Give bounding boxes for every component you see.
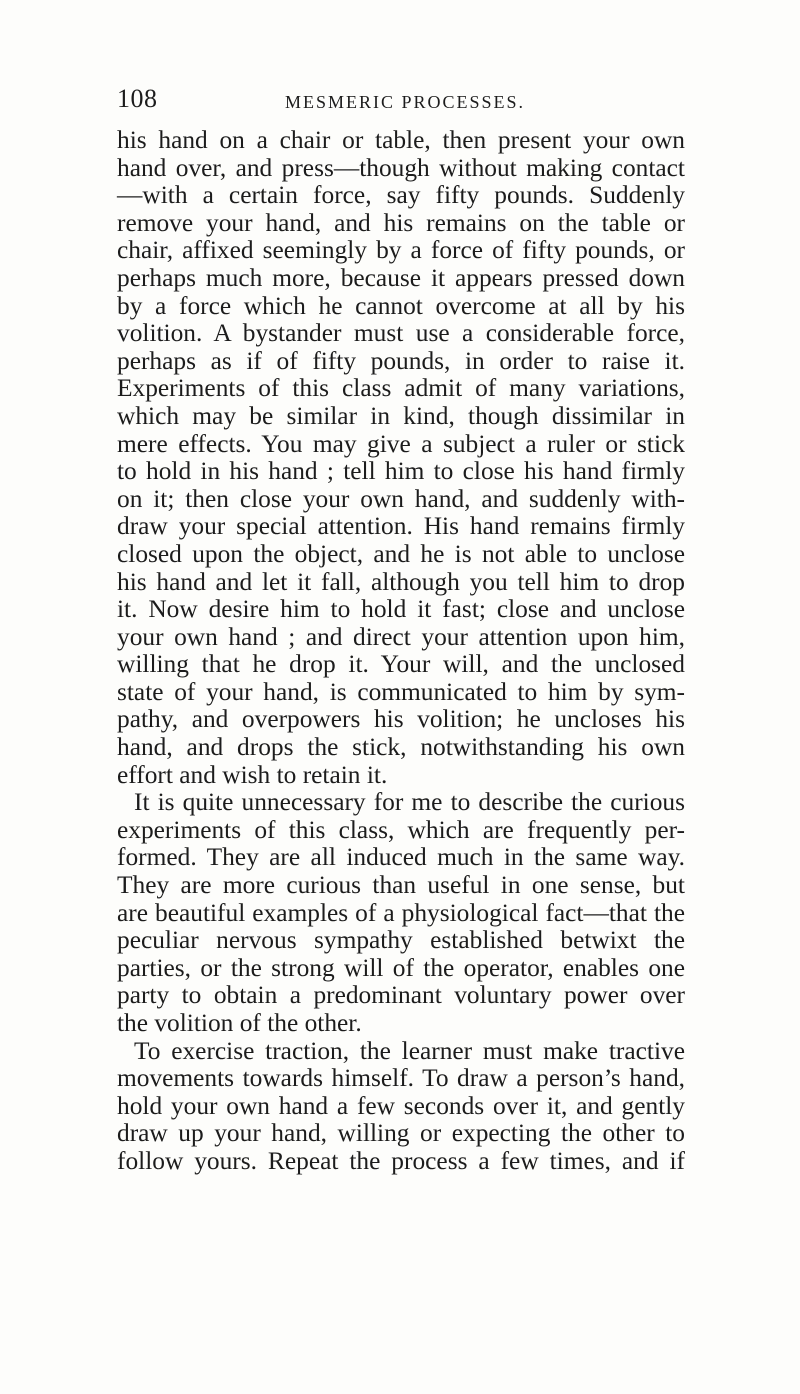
- text-line: hold your own hand a few seconds over it, and gently: [117, 1091, 685, 1120]
- text-line: party to obtain a predominant voluntary power over: [117, 981, 685, 1010]
- text-line: pathy, and overpowers his volition; he uncloses his: [117, 705, 685, 734]
- text-line: formed. They are all induced much in the same way.: [117, 843, 685, 872]
- text-line: perhaps as if of fifty pounds, in order to raise it.: [117, 346, 685, 375]
- text-line: They are more curious than useful in one sense, but: [117, 871, 685, 900]
- text-line: Experiments of this class admit of many variations,: [117, 374, 685, 403]
- text-line: willing that he drop it. Your will, and the unclosed: [117, 650, 685, 679]
- text-line: hand, and drops the stick, notwithstanding his own: [117, 733, 685, 762]
- text-line: mere effects. You may give a subject a ruler or stick: [117, 429, 685, 458]
- text-line: parties, or the strong will of the operator, enables one: [117, 953, 685, 982]
- text-line: his hand on a chair or table, then present your own: [117, 126, 685, 154]
- text-line: on it; then close your own hand, and suddenly with-: [117, 484, 685, 513]
- text-line: it. Now desire him to hold it fast; close and unclose: [117, 595, 685, 624]
- text-line: peculiar nervous sympathy established betwixt the: [117, 926, 685, 955]
- text-line: by a force which he cannot overcome at all by his: [117, 291, 685, 320]
- page-number: 108: [117, 84, 158, 113]
- text-line: hand over, and press—though without making contact: [117, 153, 685, 182]
- text-line: your own hand ; and direct your attention upon him,: [117, 622, 685, 651]
- text-line: experiments of this class, which are frequently per-: [117, 815, 685, 844]
- text-line: movements towards himself. To draw a person’s hand,: [117, 1064, 685, 1093]
- text-line: closed upon the object, and he is not able to unclose: [117, 539, 685, 568]
- text-line: To exercise traction, the learner must make tractive: [134, 1036, 685, 1065]
- text-line: chair, affixed seemingly by a force of fifty pounds, or: [117, 236, 685, 265]
- text-line: —with a certain force, say fifty pounds. Suddenly: [117, 181, 685, 210]
- text-line: effort and wish to retain it.: [117, 760, 388, 789]
- text-line: which may be similar in kind, though dissimilar in: [117, 401, 685, 430]
- page-header: [117, 86, 687, 116]
- text-line: draw up your hand, willing or expecting the other to: [117, 1119, 685, 1148]
- text-line: volition. A bystander must use a considerable force,: [117, 319, 685, 348]
- text-line: remove your hand, and his remains on the table or: [117, 208, 685, 237]
- text-line: his hand and let it fall, although you tell him to drop: [117, 567, 685, 596]
- text-line: are beautiful examples of a physiological fact—that the: [117, 898, 685, 927]
- text-line: draw your special attention. His hand remains firmly: [117, 512, 685, 541]
- text-line: follow yours. Repeat the process a few times, and if: [117, 1146, 685, 1175]
- text-line: the volition of the other.: [117, 1009, 362, 1037]
- text-line: state of your hand, is communicated to him by sym-: [117, 677, 685, 706]
- text-line: It is quite unnecessary for me to describe the curious: [134, 788, 685, 817]
- text-line: perhaps much more, because it appears pressed down: [117, 263, 685, 292]
- running-head: MESMERIC PROCESSES.: [285, 92, 526, 112]
- body-text: [117, 127, 685, 1176]
- text-line: to hold in his hand ; tell him to close his hand firmly: [117, 457, 685, 486]
